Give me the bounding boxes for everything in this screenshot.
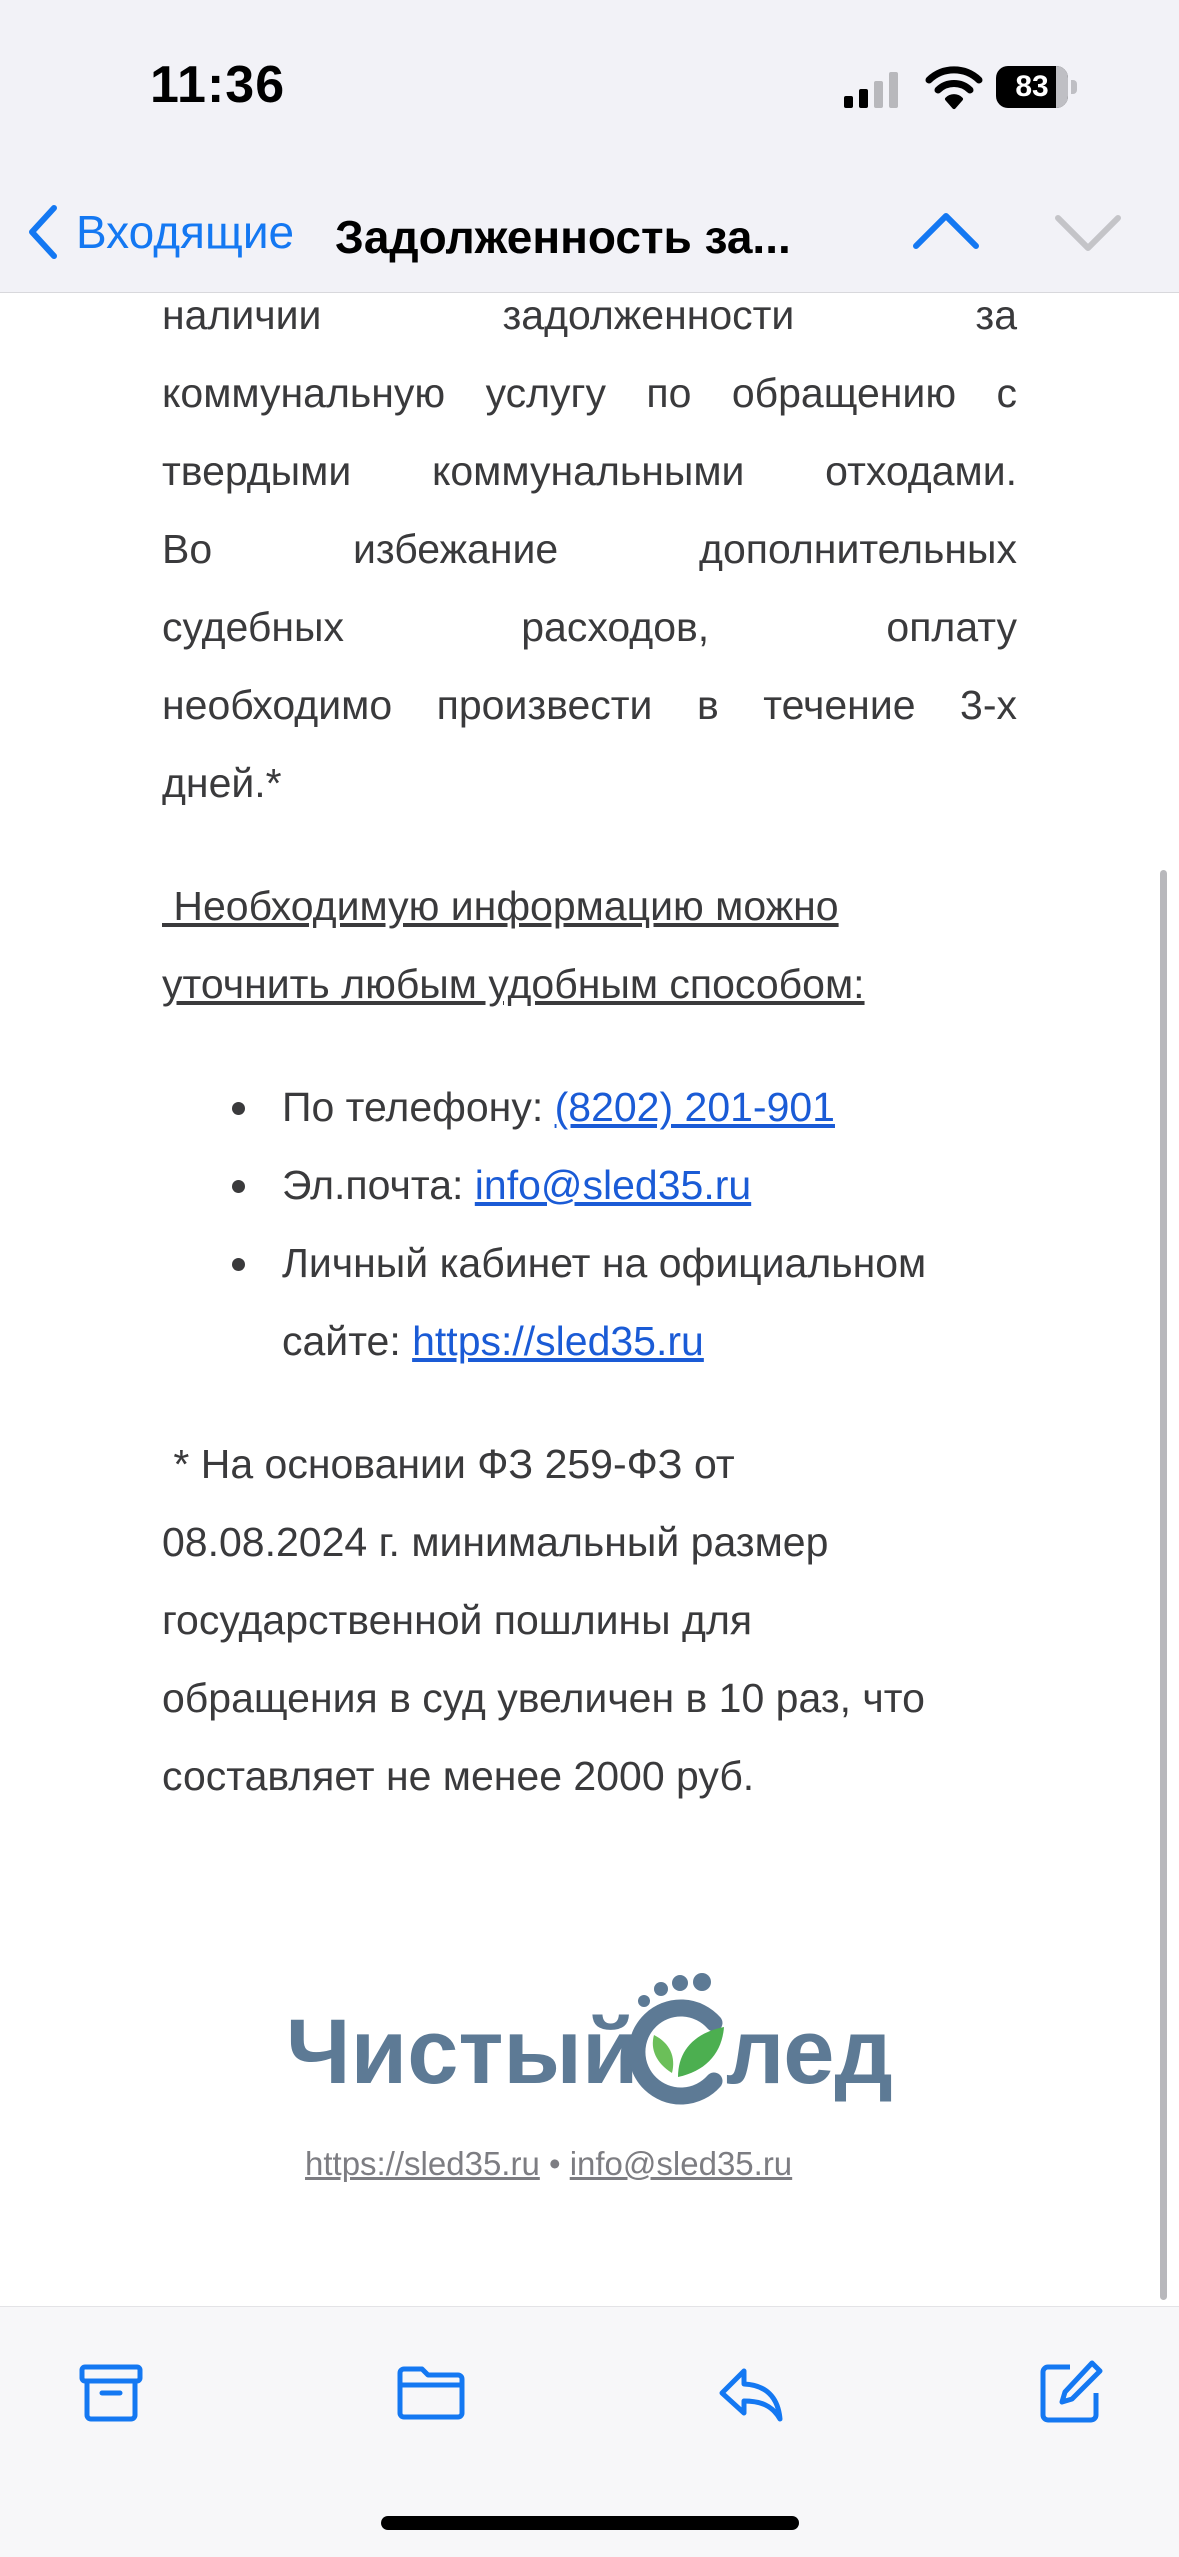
- battery-indicator: [996, 66, 1078, 108]
- reply-icon[interactable]: [716, 2357, 786, 2427]
- footnote-line: * На основании ФЗ 259-ФЗ от: [162, 1441, 735, 1487]
- chevron-down-icon[interactable]: [1052, 200, 1124, 264]
- footnote-line: государственной пошлины для: [162, 1597, 753, 1643]
- navigation-bar: [0, 170, 1179, 293]
- chevron-left-icon: [24, 202, 64, 262]
- chevron-up-icon[interactable]: [910, 200, 982, 264]
- compose-icon[interactable]: [1036, 2357, 1106, 2427]
- phone-label: По телефону:: [282, 1084, 555, 1130]
- back-button[interactable]: [24, 200, 294, 264]
- wifi-icon: [925, 62, 983, 110]
- footnote-line: 08.08.2024 г. минимальный размер: [162, 1519, 829, 1565]
- contacts-list: [162, 1068, 1017, 1380]
- info-heading-line: Необходимую информацию можно: [162, 883, 839, 929]
- debt-paragraph: [162, 276, 1017, 744]
- info-heading: [162, 867, 1017, 1023]
- paragraph-line: судебных расходов, оплату: [162, 604, 1017, 650]
- archive-icon[interactable]: [76, 2357, 146, 2427]
- footer-email-link[interactable]: info@sled35.ru: [569, 2145, 793, 2182]
- list-item-email: [162, 1146, 1017, 1224]
- paragraph-line: Во избежание дополнительных: [162, 526, 1017, 572]
- clock: 11:36: [150, 56, 286, 114]
- status-bar: [0, 0, 1179, 170]
- company-logo: [286, 1965, 896, 2115]
- battery-tip: [1071, 80, 1077, 94]
- paragraph-line: дней.*: [162, 760, 282, 806]
- paragraph-line: наличии задолженности за: [162, 292, 1017, 338]
- site-link[interactable]: https://sled35.ru: [412, 1318, 704, 1364]
- battery-percent: 83: [1015, 70, 1049, 103]
- footer-site-link[interactable]: https://sled35.ru: [305, 2145, 540, 2182]
- list-item-phone: [162, 1068, 1017, 1146]
- footer-links: [305, 2145, 792, 2183]
- email-label: Эл.почта:: [282, 1162, 475, 1208]
- back-label: Входящие: [76, 206, 295, 258]
- logo-text-1: Чистый: [286, 2001, 639, 2103]
- message-subject-title: Задолженность за...: [335, 211, 791, 263]
- logo-text-2: лед: [726, 2001, 893, 2103]
- footnote: [162, 1425, 1017, 1815]
- email-link[interactable]: info@sled35.ru: [474, 1162, 752, 1208]
- message-body: [162, 276, 1017, 1815]
- footnote-line: составляет не менее 2000 руб.: [162, 1753, 755, 1799]
- info-heading-line: уточнить любым удобным способом:: [162, 961, 865, 1007]
- footnote-line: обращения в суд увеличен в 10 раз, что: [162, 1675, 925, 1721]
- site-label-line: Личный кабинет на официальном: [282, 1240, 927, 1286]
- list-item-site: [162, 1224, 1017, 1380]
- cellular-signal-icon: [842, 70, 902, 110]
- folder-icon[interactable]: [396, 2357, 466, 2427]
- home-indicator[interactable]: [381, 2516, 799, 2530]
- paragraph-line: твердыми коммунальными отходами.: [162, 448, 1017, 494]
- paragraph-line: коммунальную услугу по обращению с: [162, 370, 1017, 416]
- scrollbar[interactable]: [1160, 870, 1167, 2300]
- site-label: сайте:: [282, 1318, 413, 1364]
- paragraph-line: необходимо произвести в течение 3-х: [162, 682, 1017, 728]
- phone-link[interactable]: (8202) 201-901: [554, 1084, 835, 1130]
- footer-separator: •: [539, 2145, 570, 2182]
